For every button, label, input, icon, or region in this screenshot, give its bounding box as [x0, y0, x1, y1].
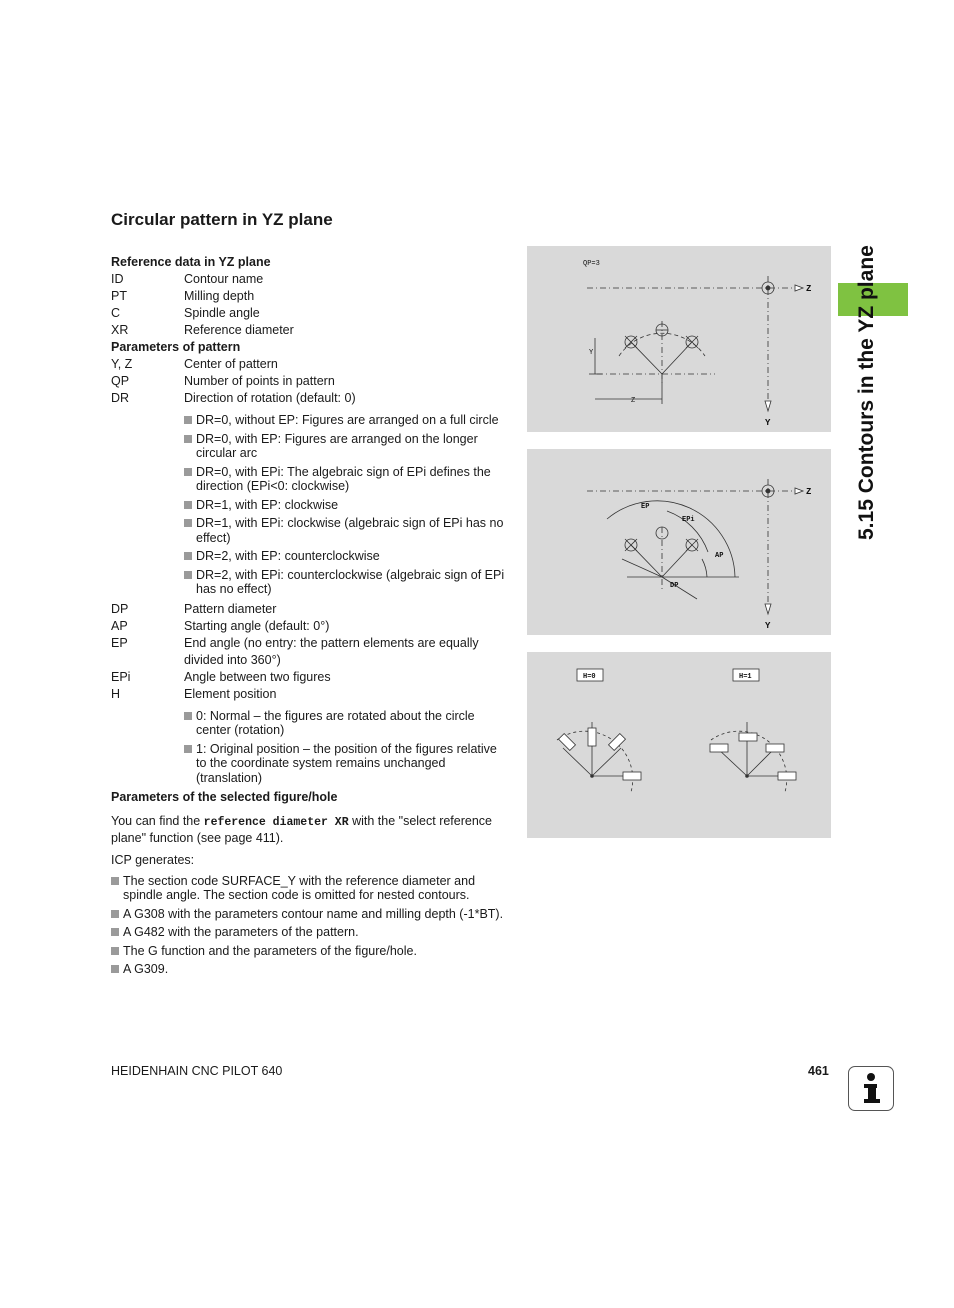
bullet-square-icon [184, 468, 192, 476]
param-row [111, 669, 506, 686]
ep-label: EP [641, 503, 650, 511]
bullet-square-icon [184, 552, 192, 560]
param-row [111, 271, 506, 288]
page-number: 461 [808, 1064, 829, 1078]
param-key: XR [111, 323, 129, 337]
param-description: End angle (no entry: the pattern elements are equally divided into 360°) [184, 635, 479, 667]
param-row [111, 373, 506, 390]
bullet-text: The G function and the parameters of the figure/hole. [123, 943, 417, 958]
param-key: QP [111, 374, 130, 388]
dp-label: DP [670, 582, 679, 590]
param-description: Center of pattern [184, 357, 278, 371]
bullet-text: DR=0, with EP: Figures are arranged on the longer circular arc [196, 431, 478, 460]
bullet-text: DR=0, without EP: Figures are arranged on a full circle [196, 413, 499, 427]
figure-element-position-drawing [527, 652, 831, 838]
generates-list [111, 874, 506, 977]
bullet-item [184, 516, 506, 545]
bullet-square-icon [111, 928, 119, 936]
bullet-text: DR=0, with EPi: The algebraic sign of EPi defines the direction (EPi<0: clockwise) [196, 464, 491, 493]
bullet-item [184, 709, 506, 738]
dr-options-list [184, 413, 506, 597]
bullet-item [184, 549, 506, 564]
chapter-side-tab: 5.15 Contours in the YZ plane [855, 245, 878, 540]
bullet-item [111, 874, 506, 903]
reference-heading: Reference data in YZ plane [111, 255, 271, 269]
figure-pattern-qp [527, 246, 831, 432]
select-reference-paragraph [111, 814, 506, 845]
bullet-text: A G482 with the parameters of the pattern. [123, 925, 359, 939]
param-description: Element position [184, 686, 277, 701]
bullet-item [184, 432, 506, 461]
param-key: H [111, 686, 121, 701]
param-key: DR [111, 391, 130, 405]
bullet-item [184, 413, 506, 428]
param-row [111, 288, 506, 305]
param-key: AP [111, 618, 128, 633]
bullet-square-icon [111, 910, 119, 918]
bullet-square-icon [184, 435, 192, 443]
section-title: Circular pattern in YZ plane [111, 210, 333, 229]
bullet-text: 1: Original position – the position of the figures relative to the coordinate system remains unchanged (translation) [196, 741, 497, 785]
param-key: PT [111, 289, 127, 303]
bullet-square-icon [184, 745, 192, 753]
y-axis-label-2: Y [765, 621, 771, 631]
param-description: Angle between two figures [184, 669, 331, 684]
bullet-item [184, 498, 506, 513]
bullet-square-icon [111, 877, 119, 885]
para-text-2: with the "select reference plane" function (see page 411). [111, 814, 493, 845]
param-row [111, 390, 506, 407]
param-key: C [111, 306, 121, 320]
info-icon-glyph [849, 1067, 893, 1110]
figure-pattern-qp-drawing [527, 246, 831, 432]
bullet-text: DR=2, with EPi: counterclockwise (algebraic sign of EPi has no effect) [196, 567, 505, 596]
bullet-text: DR=1, with EPi: clockwise (algebraic sign of EPi has no effect) [196, 516, 504, 545]
bullet-item [184, 742, 506, 786]
bullet-square-icon [184, 416, 192, 424]
icp-generates-label: ICP generates: [111, 853, 195, 867]
param-description: Spindle angle [184, 306, 260, 320]
bullet-text: DR=2, with EP: counterclockwise [196, 549, 380, 563]
param-description: Number of points in pattern [184, 374, 335, 388]
bullet-text: 0: Normal – the figures are rotated about the circle center (rotation) [196, 708, 475, 737]
figure-pattern-angles [527, 449, 831, 635]
bullet-square-icon [184, 712, 192, 720]
bullet-square-icon [184, 501, 192, 509]
figure-pattern-angles-drawing [527, 449, 831, 635]
bullet-item [184, 465, 506, 494]
param-key: Y, Z [111, 357, 133, 371]
y-axis-label: Y [765, 418, 771, 428]
param-row [111, 601, 506, 618]
param-row [111, 618, 506, 635]
param-description: Direction of rotation (default: 0) [184, 391, 356, 405]
bullet-text: The section code SURFACE_Y with the reference diameter and spindle angle. The section code is omitted for nested contours. [123, 873, 476, 902]
param-key: DP [111, 601, 129, 616]
bullet-text: A G309. [123, 962, 169, 976]
bullet-text: DR=1, with EP: clockwise [196, 497, 339, 512]
figure-element-position [527, 652, 831, 838]
info-icon [848, 1066, 894, 1111]
bullet-item [184, 568, 506, 597]
param-row [111, 322, 506, 339]
param-key: EP [111, 635, 128, 650]
bullet-item [111, 907, 506, 922]
param-description: Starting angle (default: 0°) [184, 618, 330, 633]
bullet-text: A G308 with the parameters contour name and milling depth (-1*BT). [123, 906, 504, 921]
bullet-square-icon [111, 947, 119, 955]
bullet-item [111, 962, 506, 977]
param-row [111, 356, 506, 373]
parameter-column [111, 254, 506, 981]
z-axis-label: Z [806, 284, 812, 294]
bullet-item [111, 925, 506, 940]
z-dim-label: Z [631, 397, 636, 405]
param-key: ID [111, 272, 124, 286]
pattern-heading: Parameters of pattern [111, 340, 241, 354]
h1-label: H=1 [739, 673, 752, 681]
param-description: Pattern diameter [184, 601, 277, 616]
epi-label: EPi [682, 516, 695, 524]
param-description: Contour name [184, 272, 264, 286]
z-axis-label-2: Z [806, 487, 812, 497]
param-key: EPi [111, 669, 131, 684]
param-row [111, 635, 506, 669]
param-description: Reference diameter [184, 323, 294, 337]
qp-label: QP=3 [583, 260, 600, 268]
param-row [111, 686, 506, 703]
y-dim-label: Y [589, 349, 594, 357]
param-row [111, 305, 506, 322]
footer-text: HEIDENHAIN CNC PILOT 640 [111, 1064, 283, 1078]
bullet-square-icon [184, 519, 192, 527]
param-description: Milling depth [184, 289, 255, 303]
ap-label: AP [715, 552, 724, 560]
para-code: reference diameter XR [203, 816, 349, 829]
h0-label: H=0 [583, 673, 596, 681]
selected-heading: Parameters of the selected figure/hole [111, 790, 338, 804]
para-text-1: You can find the [111, 814, 204, 828]
bullet-item [111, 944, 506, 959]
h-options-list [184, 709, 506, 786]
bullet-square-icon [111, 965, 119, 973]
bullet-square-icon [184, 571, 192, 579]
